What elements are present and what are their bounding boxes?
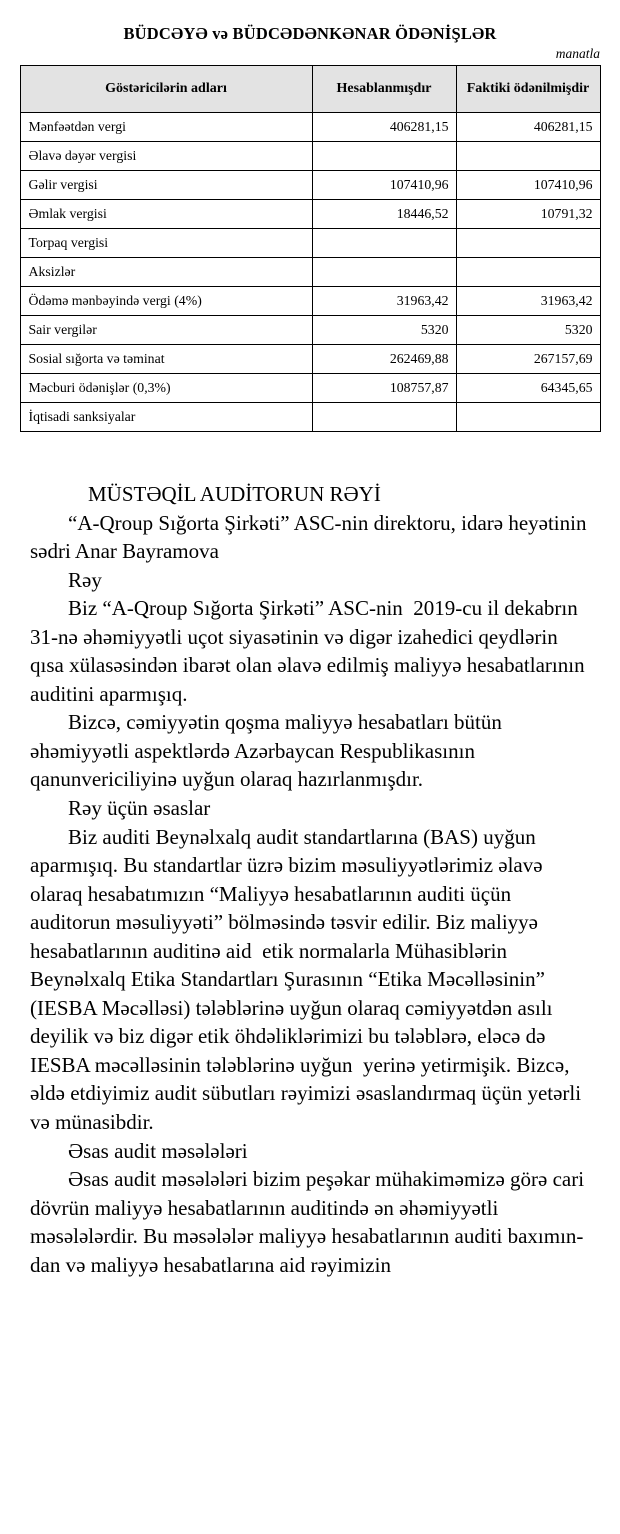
paragraph-basis: Biz auditi Beynəlxalq audit standartlarına (BAS) uyğun aparmışıq. Bu standartlar üzrə bizim məsuliyyətlərimiz əlavə olaraq hesabatımızın “Maliyyə hesabatlarının auditi üçün auditorun məsuliyyəti” bölməsində təsvir edilir. Biz maliyyə hesabatlarının auditinə aid etik normalarla Mühasiblərin Beynəlxalq Etika Standartları Şurasının “Etika Məcəlləsinin” (IESBA Məcəlləsi) tələblərinə uyğun olaraq cəmiyyətdən asılı deyilik və biz digər etik öhdəliklərimizi bu tələblərə, eləcə də IESBA məcəlləsinin tələblərinə uyğun yerinə yetirmişik. Bizcə, əldə etdiyimiz audit sübutları rəyimizi əsaslandırmaq üçün yetərli və münasibdir. <box>30 824 587 1135</box>
row-label: Sair vergilər <box>20 316 312 345</box>
column-header-paid: Faktiki ödənilmişdir <box>456 66 600 113</box>
section-key-matters-title: Əsas audit məsələləri <box>68 1138 248 1163</box>
row-accrued: 406281,15 <box>312 113 456 142</box>
row-label: Ödəmə mənbəyində vergi (4%) <box>20 287 312 316</box>
row-accrued <box>312 229 456 258</box>
table-row <box>20 374 600 403</box>
row-label: Gəlir vergisi <box>20 171 312 200</box>
row-paid: 107410,96 <box>456 171 600 200</box>
paragraph-opinion: Biz “A-Qroup Sığorta Şirkəti” ASC-nin 2019-cu il dekabrın 31-nə əhəmiyyətli uçot siyasətinin və digər izahedici qeydlərin qısa xülasəsindən ibarət olan əlavə edilmiş maliyyə hesabatlarının auditini aparmışıq. <box>30 596 590 706</box>
paragraph-opinion-2: Bizcə, cəmiyyətin qoşma maliyyə hesabatları bütün əhəmiyyətli aspektlərdə Azərbaycan Respublikasının qanunvericiliyinə uyğun olaraq hazırlanmışdır. <box>30 710 508 792</box>
report-heading: MÜSTƏQİL AUDİTORUN RƏYİ <box>88 482 381 506</box>
row-accrued: 108757,87 <box>312 374 456 403</box>
table-row <box>20 229 600 258</box>
table-body <box>20 113 600 432</box>
payments-table <box>20 65 601 432</box>
row-accrued <box>312 142 456 171</box>
row-accrued: 5320 <box>312 316 456 345</box>
row-paid <box>456 258 600 287</box>
table-row <box>20 113 600 142</box>
row-paid: 64345,65 <box>456 374 600 403</box>
table-row <box>20 403 600 432</box>
column-header-accrued: Hesablanmışdır <box>312 66 456 113</box>
row-label: Mənfəətdən vergi <box>20 113 312 142</box>
row-paid: 406281,15 <box>456 113 600 142</box>
report-addressee: “A-Qroup Sığorta Şirkəti” ASC-nin direktoru, idarə heyətinin sədri Anar Bayramova <box>30 510 592 564</box>
section-opinion-title: Rəy <box>68 567 102 592</box>
row-label: Aksizlər <box>20 258 312 287</box>
row-label: Məcburi ödənişlər (0,3%) <box>20 374 312 403</box>
table-header-row <box>20 66 600 113</box>
row-label: Əlavə dəyər vergisi <box>20 142 312 171</box>
row-accrued: 262469,88 <box>312 345 456 374</box>
row-accrued <box>312 403 456 432</box>
table-row <box>20 171 600 200</box>
paragraph-key-matters: Əsas audit məsələləri bizim peşəkar mühakiməmizə görə cari dövrün maliyyə hesabatlarının auditində ən əhəmiyyətli məsələlərdir. Bu məsələlər maliyyə hesabatlarının auditi baxımın-dan və maliyyə hesabatlarına aid rəyimizin <box>30 1167 590 1277</box>
section-basis-title: Rəy üçün əsaslar <box>68 796 211 821</box>
row-paid <box>456 403 600 432</box>
table-row <box>20 200 600 229</box>
column-header-indicator: Göstəricilərin adları <box>20 66 312 113</box>
row-paid: 5320 <box>456 316 600 345</box>
table-row <box>20 316 600 345</box>
row-accrued: 107410,96 <box>312 171 456 200</box>
audit-report-body <box>30 432 590 1279</box>
table-unit-note: manatla <box>555 46 600 61</box>
table-title: BÜDCƏYƏ və BÜDCƏDƏNKƏNAR ÖDƏNİŞLƏR <box>123 24 497 43</box>
row-paid: 10791,32 <box>456 200 600 229</box>
row-accrued: 18446,52 <box>312 200 456 229</box>
row-paid <box>456 142 600 171</box>
row-accrued <box>312 258 456 287</box>
row-accrued: 31963,42 <box>312 287 456 316</box>
table-row <box>20 142 600 171</box>
row-paid: 31963,42 <box>456 287 600 316</box>
row-paid: 267157,69 <box>456 345 600 374</box>
row-label: Əmlak vergisi <box>20 200 312 229</box>
row-paid <box>456 229 600 258</box>
table-row <box>20 287 600 316</box>
row-label: Torpaq vergisi <box>20 229 312 258</box>
row-label: Sosial sığorta və təminat <box>20 345 312 374</box>
table-row <box>20 258 600 287</box>
row-label: İqtisadi sanksiyalar <box>20 403 312 432</box>
table-row <box>20 345 600 374</box>
